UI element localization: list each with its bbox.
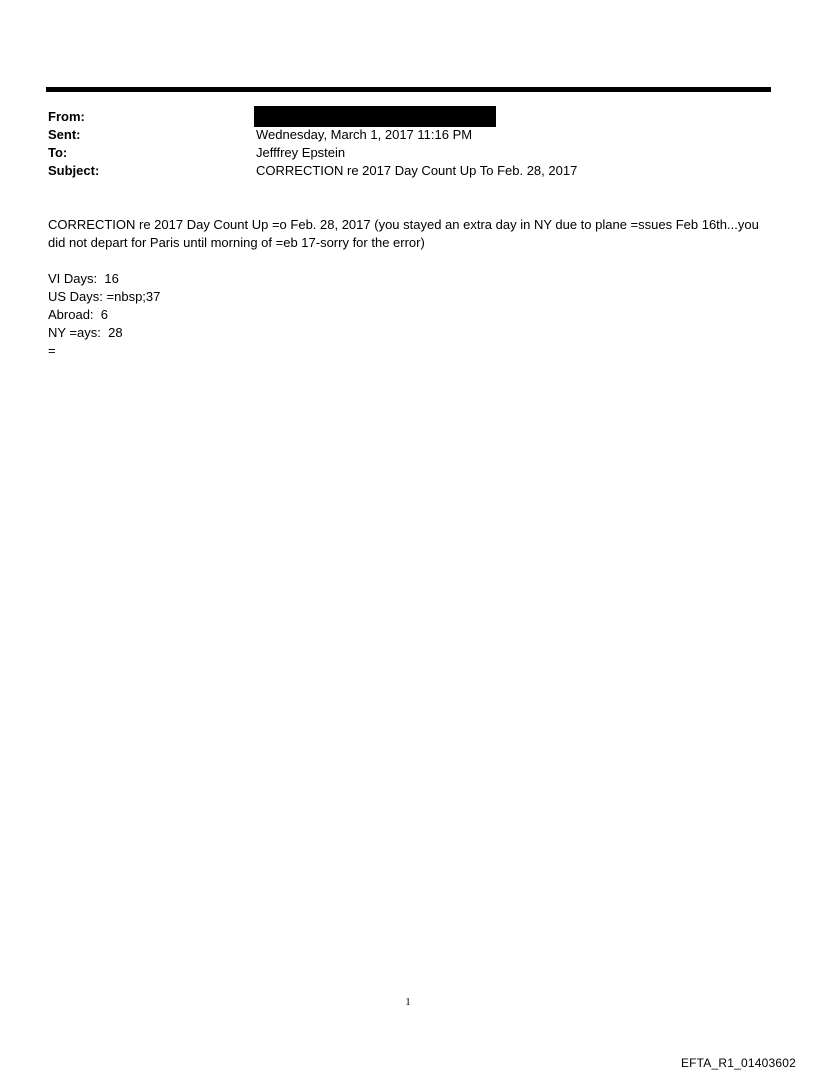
email-header (48, 108, 768, 180)
subject-row (48, 162, 768, 180)
subject-value: CORRECTION re 2017 Day Count Up To Feb. 28, 2017 (256, 163, 578, 178)
paragraph-line: did not depart for Paris until morning of =eb 17-sorry for the error) (48, 235, 425, 250)
paragraph-line: CORRECTION re 2017 Day Count Up =o Feb. 28, 2017 (you stayed an extra day in NY due to plane =ssues Feb 16th...you (48, 217, 759, 232)
correction-paragraph (48, 216, 768, 252)
email-body (48, 216, 768, 360)
ny-days-line: NY =ays: 28 (48, 325, 123, 340)
page-number: 1 (405, 996, 411, 1008)
from-row (48, 108, 768, 126)
from-label: From: (48, 109, 85, 124)
header-rule (46, 87, 771, 92)
to-row (48, 144, 768, 162)
abroad-line: Abroad: 6 (48, 307, 108, 322)
sent-value: Wednesday, March 1, 2017 11:16 PM (256, 127, 473, 142)
trailing-equals-line: = (48, 343, 56, 358)
subject-label: Subject: (48, 163, 100, 178)
sent-row (48, 126, 768, 144)
to-label: To: (48, 145, 68, 160)
us-days-line: US Days: =nbsp;37 (48, 289, 161, 304)
bates-number: EFTA_R1_01403602 (680, 1056, 796, 1070)
to-value: Jefffrey Epstein (256, 145, 346, 160)
redaction-block (254, 106, 496, 127)
vi-days-line: VI Days: 16 (48, 271, 119, 286)
sent-label: Sent: (48, 127, 81, 142)
day-count-list (48, 270, 768, 360)
